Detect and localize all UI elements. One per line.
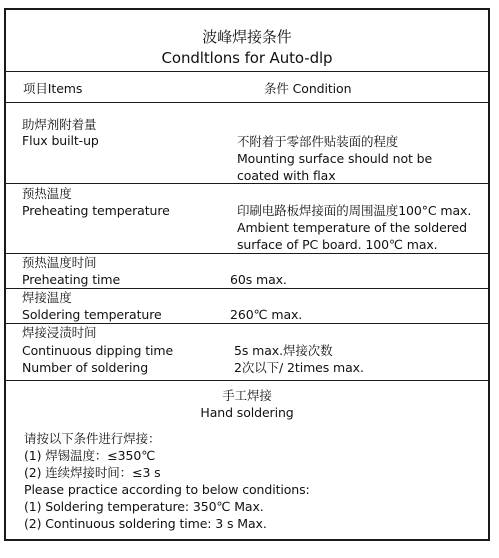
- item-zh: 助焊剂附着量: [22, 117, 97, 132]
- header-condition: 条件 Condition: [264, 81, 352, 96]
- condition-text: 60s max.: [230, 272, 287, 287]
- hand-line: (1) Soldering temperature: 350℃ Max.: [24, 499, 264, 514]
- divider: [6, 71, 488, 72]
- hand-title-zh: 手工焊接: [222, 388, 272, 403]
- title-en: Condltlons for Auto-dlp: [161, 49, 333, 67]
- divider: [6, 288, 488, 289]
- header-items: 项目Items: [23, 81, 83, 96]
- divider: [6, 323, 488, 324]
- condition-text: Ambient temperature of the soldered: [237, 220, 467, 235]
- item-zh: 焊接浸渍时间: [22, 325, 97, 340]
- divider: [6, 380, 488, 381]
- condition-text: 不附着于零部件贴装面的程度: [237, 134, 399, 149]
- item-zh: 预热温度时间: [22, 255, 97, 270]
- item-zh: 焊接温度: [22, 290, 72, 305]
- item-en: Flux built-up: [22, 133, 99, 148]
- hand-line: (1) 焊锡温度：≤350℃: [24, 448, 156, 463]
- hand-line: 请按以下条件进行焊接：: [24, 431, 161, 446]
- hand-line: Please practice according to below conditions:: [24, 482, 310, 497]
- conditions-table: [4, 8, 490, 541]
- title-zh: 波峰焊接条件: [202, 28, 292, 46]
- item-zh: 预热温度: [22, 186, 72, 201]
- condition-text: 260℃ max.: [230, 307, 303, 322]
- condition-text: 印刷电路板焊接面的周围温度100°C max.: [237, 203, 472, 218]
- item-en: Preheating temperature: [22, 203, 170, 218]
- item-en: Continuous dipping time: [22, 343, 174, 358]
- condition-text: 5s max.焊接次数: [234, 343, 333, 358]
- hand-line: (2) 连续焊接时间：≤3 s: [24, 465, 161, 480]
- condition-text: coated with flax: [237, 168, 336, 183]
- condition-text: 2次以下/ 2times max.: [234, 360, 364, 375]
- hand-line: (2) Continuous soldering time: 3 s Max.: [24, 516, 267, 531]
- condition-text: Mounting surface should not be: [237, 151, 433, 166]
- divider: [6, 253, 488, 254]
- item-en: Soldering temperature: [22, 307, 162, 322]
- item-en: Preheating time: [22, 272, 121, 287]
- divider: [6, 183, 488, 184]
- item-en: Number of soldering: [22, 360, 149, 375]
- condition-text: surface of PC board. 100℃ max.: [237, 237, 438, 252]
- hand-title-en: Hand soldering: [200, 405, 294, 420]
- divider: [6, 102, 488, 103]
